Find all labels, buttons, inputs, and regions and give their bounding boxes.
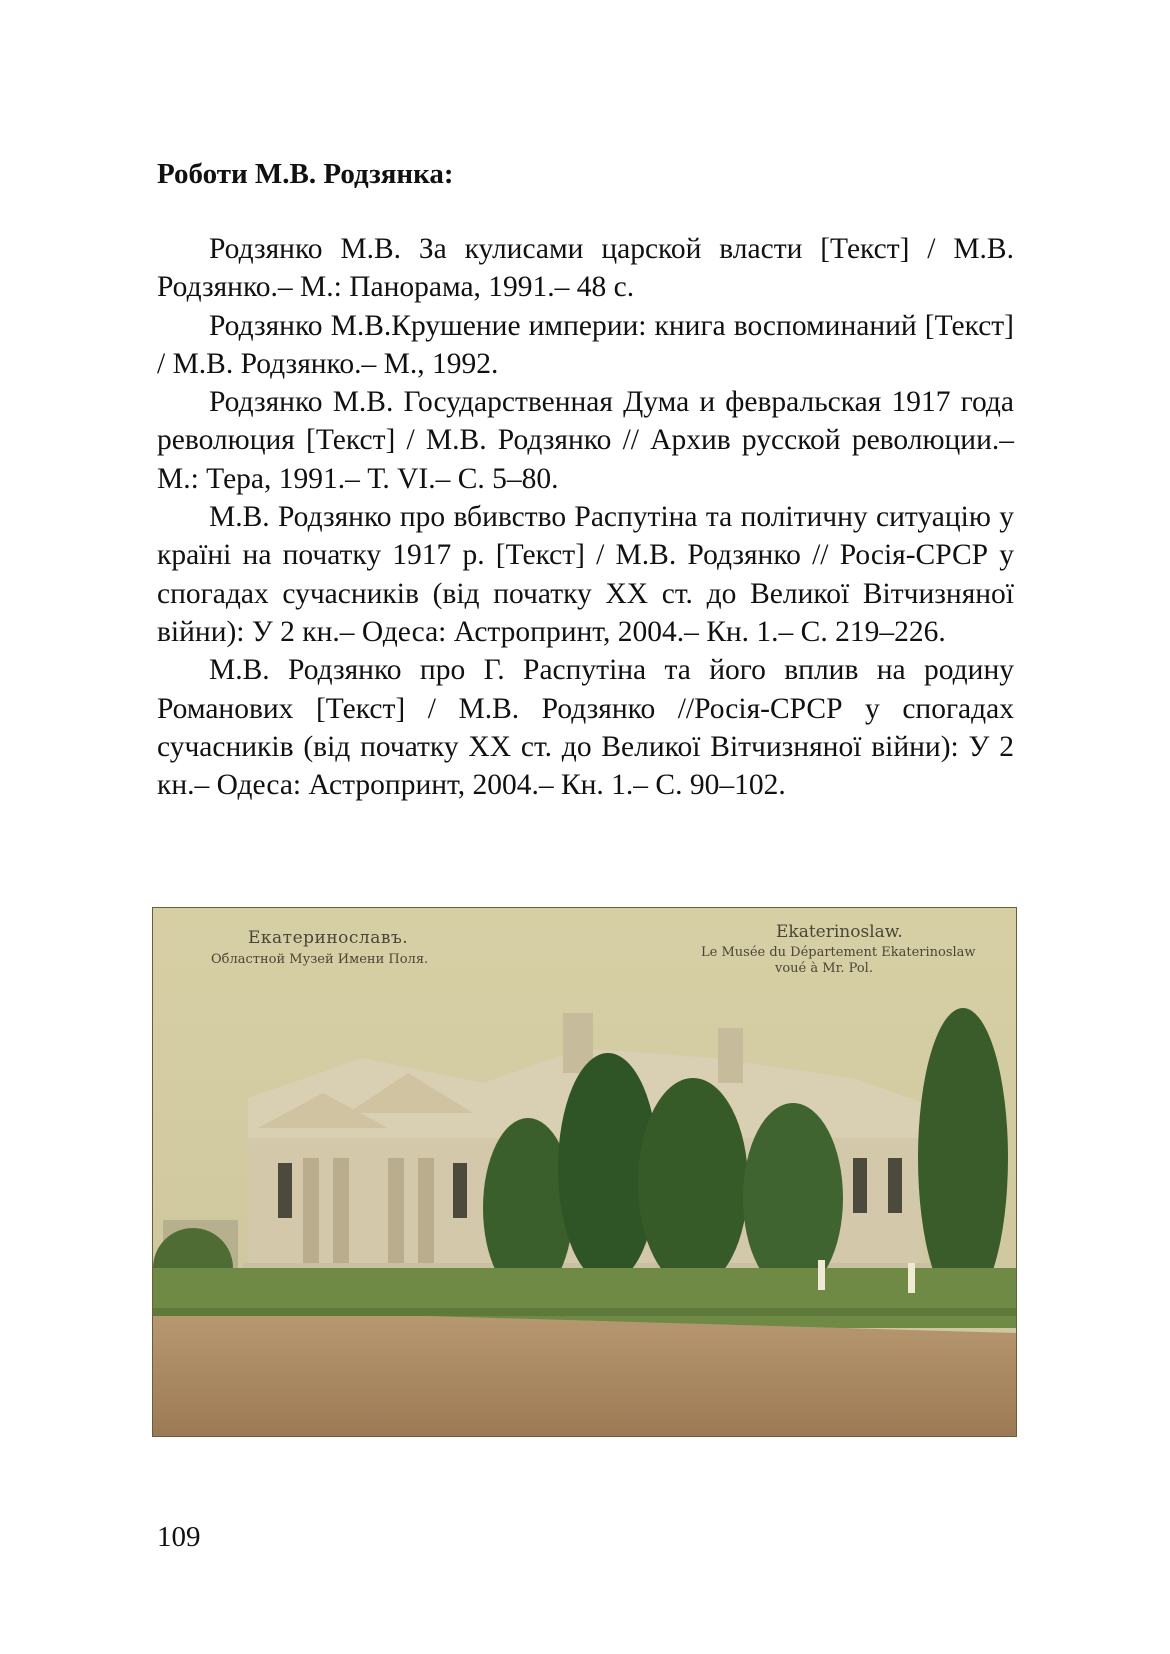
reference-item: М.В. Родзянко про Г. Распутіна та його вплив на родину Романових [Текст] / М.В. Родзянко //Росія-СРСР у спогадах сучасників (від початку ХХ ст. до Великої Вітчизняної війни): У 2 кн.– Одеса: Астропринт, 2004.– Кн. 1.– С. 90–102. <box>157 654 1014 802</box>
postcard-caption-right-line1: Le Musée du Département Ekaterinoslaw <box>701 945 976 960</box>
postcard-caption-right-title: Ekaterinoslaw. <box>776 922 903 942</box>
reference-item: М.В. Родзянко про вбивство Распутіна та політичну ситуацію у країні на початку 1917 р. [Текст] / М.В. Родзянко // Росія-СРСР у спогадах сучасників (від початку ХХ ст. до Великої Вітчизняної війни): У 2 кн.– Одеса: Астропринт, 2004.– Кн. 1.– С. 219–226. <box>157 501 1014 648</box>
section-heading: Роботи М.В. Родзянка: <box>157 158 454 190</box>
reference-item: Родзянко М.В. За кулисами царской власти [Текст] / М.В. Родзянко.– М.: Панорама, 1991.– 48 с. <box>157 233 1014 304</box>
reference-item: Родзянко М.В.Крушение империи: книга воспоминаний [Текст] / М.В. Родзянко.– М., 1992. <box>157 309 1014 380</box>
museum-postcard-image <box>152 907 1017 1437</box>
postcard-illustration <box>153 908 1016 1436</box>
postcard-caption-left-title: Екатеринославъ. <box>248 928 409 948</box>
postcard-caption-left-subtitle: Областной Музей Имени Поля. <box>211 952 429 967</box>
reference-item: Родзянко М.В. Государственная Дума и февральская 1917 года революция [Текст] / М.В. Родзянко // Архив русской революции.– М.: Тера, 1991.– Т. VI.– С. 5–80. <box>157 386 1014 495</box>
page-number: 109 <box>157 1521 201 1553</box>
reference-list <box>157 230 1014 804</box>
postcard-caption-right-line2: voué à Mr. Pol. <box>775 961 873 976</box>
